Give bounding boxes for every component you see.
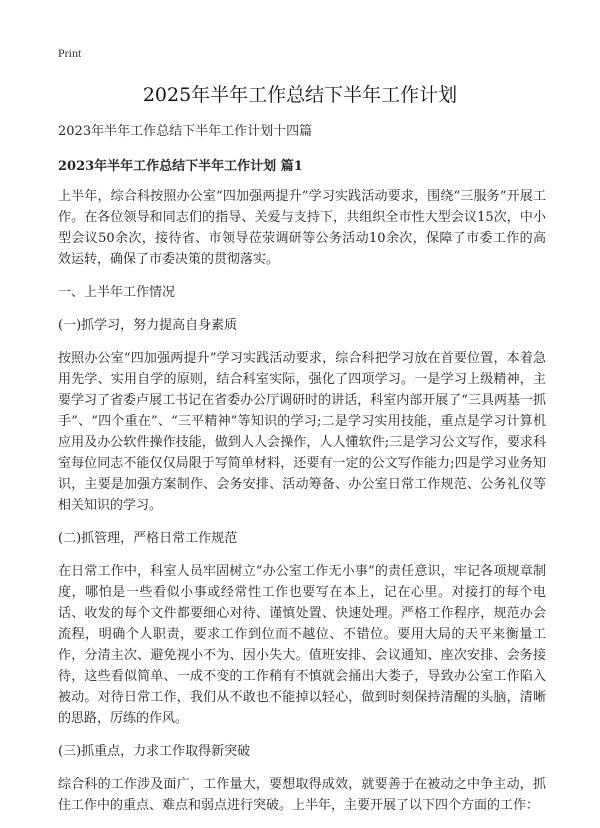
paragraph-management: 在日常工作中，科室人员牢固树立“办公室工作无小事”的责任意识，牢记各项规章制度，哪怕是一些看似小事或经常性工作也要写在本上，记在心里。对接打的每个电话、收发的每个文件都要细心对待、谨慎处置、快速处理。严格工作程序，规范办会流程，明确个人职责，要求工作到位而不越位、不错位。要用大局的天平来衡量工作，分清主次、避免视小不为、因小失大。值班安排、会议通知、座次安排、会务接待，这些看似简单、一成不变的工作稍有不慎就会捅出大娄子，导致办公室工作陷入被动。对待日常工作，我们从不敢也不能掉以轻心，做到时刻保持清醒的头脑，清晰的思路，厉练的作风。 — [58, 564, 546, 726]
paragraph-study: 按照办公室“四加强两提升”学习实践活动要求，综合科把学习放在首要位置，本着急用先学、实用自学的原则，结合科室实际，强化了四项学习。一是学习上级精神，主要学习了省委卢展工书记在省委办公厅调研时的讲话，科室内部开展了“三具两基一抓手”、“四个重在”、“三平精神”等知识的学习;二是学习实用技能，重点是学习计算机应用及办公软件操作技能，做到人人会操作，人人懂软件;三是学习公文写作，要求科室每位同志不能仅仅局限于写简单材料，还要有一定的公文写作能力;四是学习业务知识，主要是加强方案制作、会务安排、活动筹备、办公室日常工作规范、公务礼仪等相关知识的学习。 — [58, 351, 546, 513]
page-title: 2025年半年工作总结下半年工作计划 — [142, 84, 458, 106]
print-link[interactable]: Print — [58, 46, 82, 60]
paragraph-priorities: 综合科的工作涉及面广，工作量大，要想取得成效，就要善于在被动之中争主动，抓住工作中的重点、难点和弱点进行突破。上半年，主要开展了以下四个方面的工作： — [58, 777, 546, 813]
document-subtitle: 2023年半年工作总结下半年工作计划十四篇 — [58, 124, 313, 139]
document-body — [58, 121, 546, 828]
heading-first-half: 一、上半年工作情况 — [58, 285, 176, 300]
paragraph-intro: 上半年，综合科按照办公室“四加强两提升”学习实践活动要求，围绕“三服务”开展工作。在各位领导和同志们的指导、关爱与支持下，共组织全市性大型会议15次，中小型会议50余次，接待省、市领导莅荥调研等公务活动10余次，保障了市委工作的高效运转，确保了市委决策的贯彻落实。 — [58, 189, 546, 267]
subheading-study: (一)抓学习，努力提高自身素质 — [58, 318, 238, 333]
subheading-management: (二)抓管理，严格日常工作规范 — [58, 531, 238, 546]
section-title: 2023年半年工作总结下半年工作计划 篇1 — [58, 159, 303, 174]
subheading-priorities: (三)抓重点，力求工作取得新突破 — [58, 744, 251, 759]
